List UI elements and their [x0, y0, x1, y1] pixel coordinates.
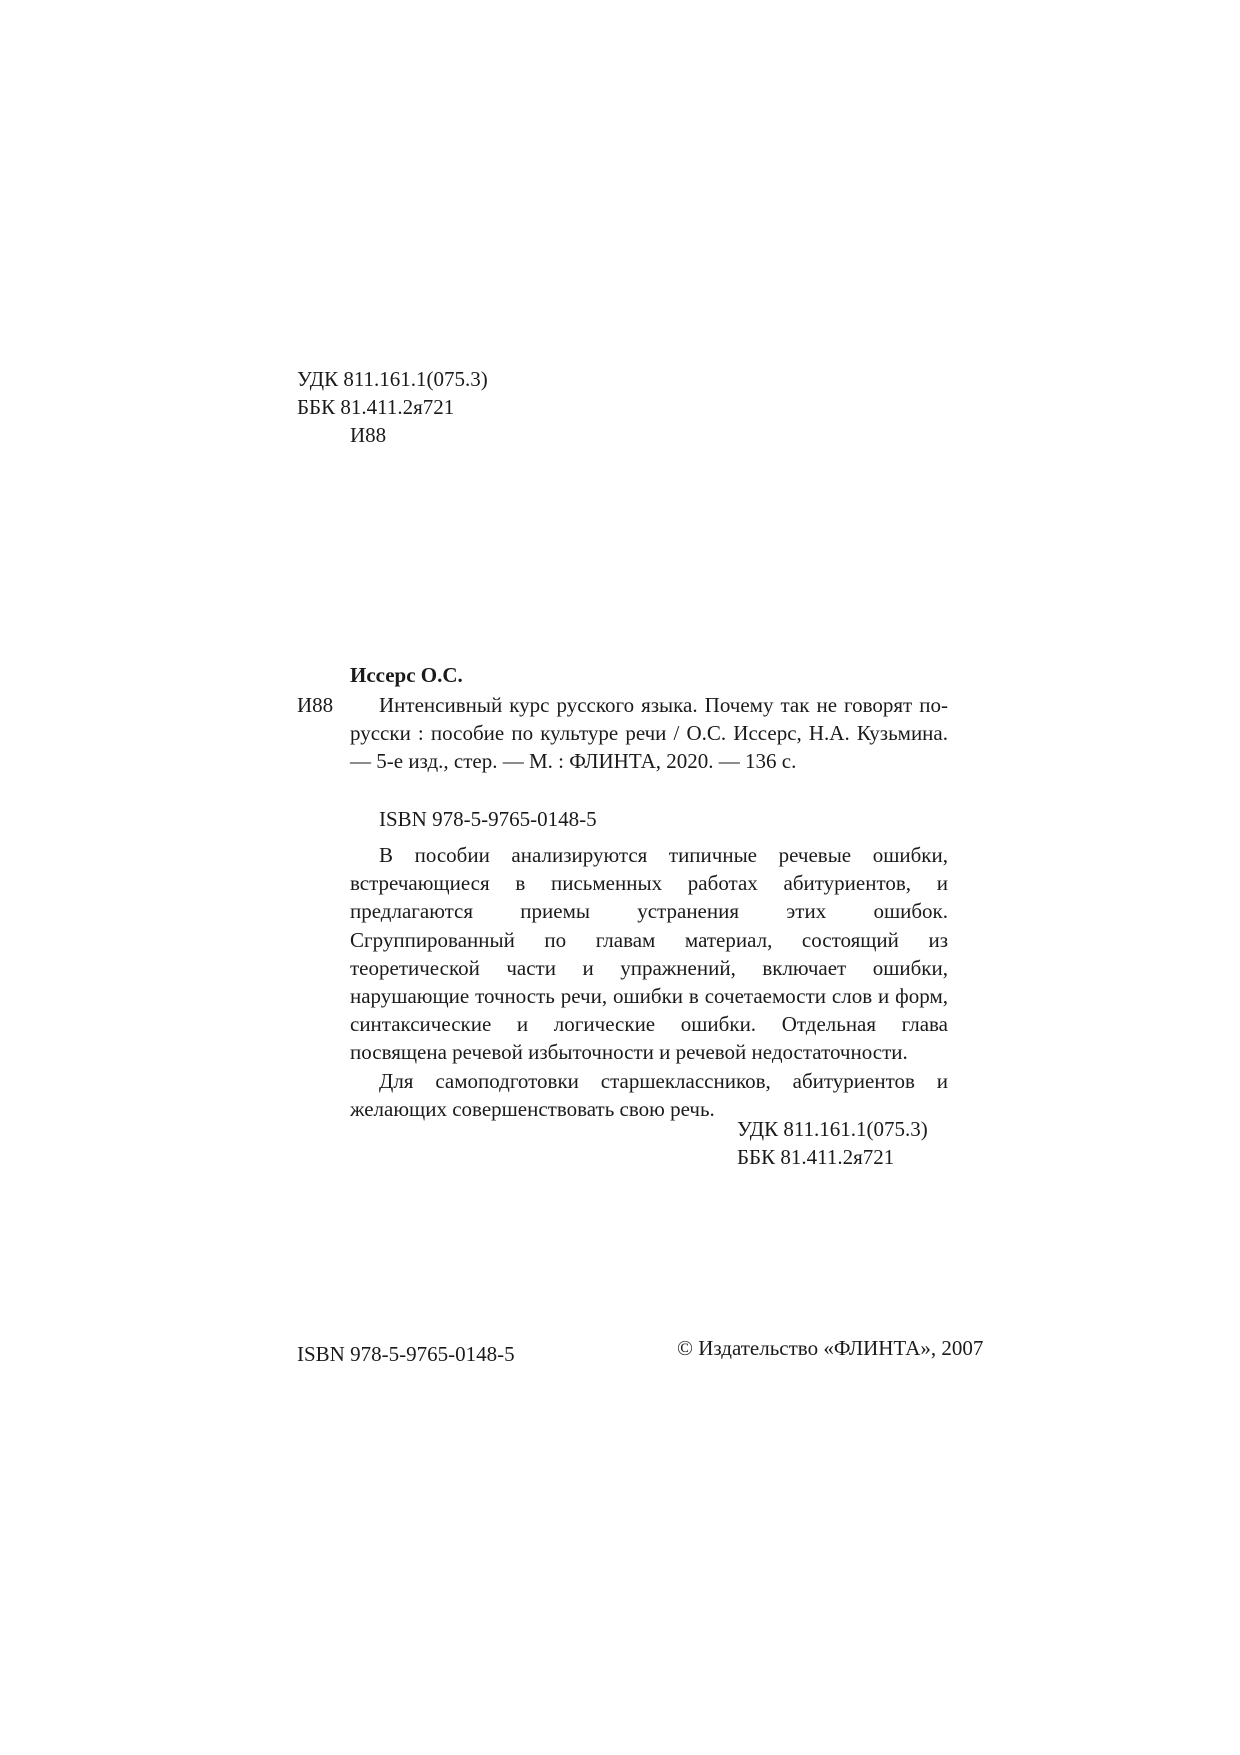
annotation-paragraph: Для самоподготовки старшеклассников, абитуриентов и желающих совершенствовать свою речь.: [350, 1068, 948, 1121]
annotation: [350, 841, 948, 1123]
description-text: Интенсивный курс русского языка. Почему так не говорят по-русски : пособие по культуре речи / О.С. Иссерс, Н.А. Кузьмина. — 5-е изд., стер. — М. : ФЛИНТА, 2020. — 136 с.: [350, 693, 948, 773]
udk-code: УДК 811.161.1(075.3): [297, 367, 488, 391]
bbk-code: ББК 81.411.2я721: [297, 395, 455, 419]
card-author-mark: И88: [297, 693, 334, 717]
author-heading: Иссерс О.С.: [350, 663, 463, 687]
footer-isbn: ISBN 978-5-9765-0148-5: [297, 1342, 515, 1366]
bibliographic-description: [350, 691, 948, 775]
bbk-code: ББК 81.411.2я721: [737, 1145, 895, 1169]
author-mark: И88: [350, 423, 387, 447]
classification-codes-top: [297, 365, 488, 449]
classification-codes-bottom: [737, 1115, 928, 1171]
copyright-notice: © Издательство «ФЛИНТА», 2007: [677, 1336, 984, 1360]
entry-isbn: ISBN 978-5-9765-0148-5: [379, 807, 597, 831]
udk-code: УДК 811.161.1(075.3): [737, 1117, 928, 1141]
annotation-paragraph: В пособии анализируются типичные речевые ошибки, встречающиеся в письменных работах абитуриентов, и предлагаются приемы устранения этих ошибок. Сгруппированный по главам материал, состоящий из теоретической части и упражнений, включает ошибки, нарушающие точность речи, ошибки в сочетаемости слов и форм, синтаксические и логические ошибки. Отдельная глава посвящена речевой избыточности и речевой недостаточности.: [350, 843, 948, 1065]
